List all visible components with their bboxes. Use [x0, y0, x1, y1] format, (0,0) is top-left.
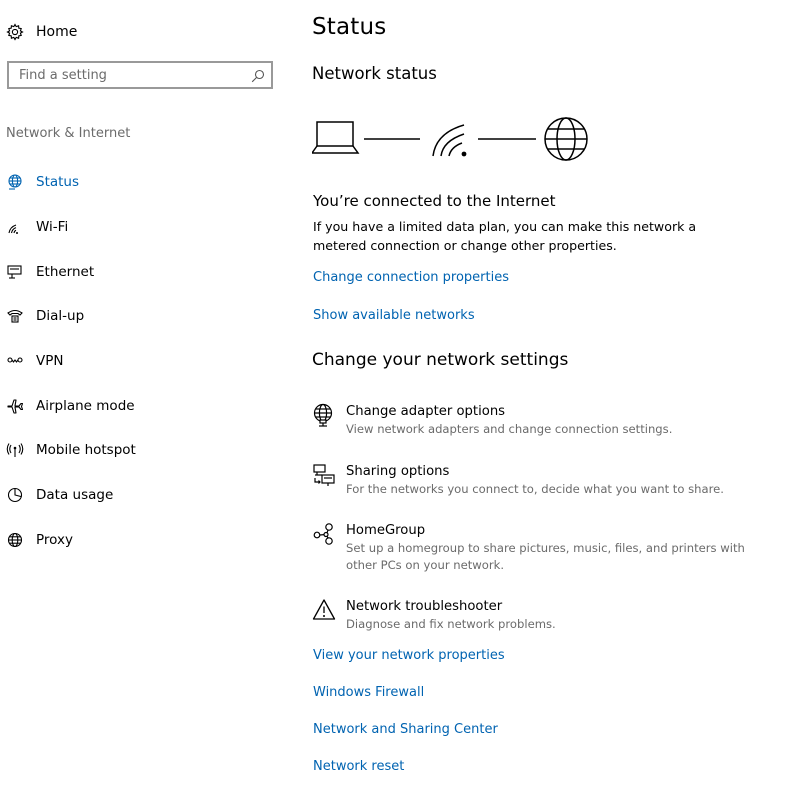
homegroup-item[interactable]	[312, 522, 782, 574]
sidebar-item-label: Mobile hotspot	[36, 442, 136, 459]
connected-title: You’re connected to the Internet	[313, 192, 556, 210]
wifi-signal-dot	[462, 152, 467, 157]
sidebar-item-dialup[interactable]	[0, 294, 290, 339]
sidebar-item-status[interactable]	[0, 160, 290, 205]
sidebar-item-label: VPN	[36, 353, 64, 370]
laptop-icon	[312, 122, 358, 153]
change-network-settings-heading: Change your network settings	[312, 350, 569, 370]
home-label: Home	[36, 24, 78, 40]
sidebar-item-ethernet[interactable]	[0, 249, 290, 294]
sidebar-item-label: Data usage	[36, 487, 114, 504]
sidebar-item-label: Dial-up	[36, 308, 85, 325]
change-adapter-options-item[interactable]	[312, 403, 782, 438]
wifi-signal-icon	[433, 125, 464, 156]
ethernet-icon	[6, 263, 24, 281]
main-content	[312, 0, 782, 788]
page-title: Status	[312, 14, 387, 40]
network-diagram	[312, 112, 602, 168]
sharing-options-item[interactable]	[312, 463, 782, 498]
hotspot-icon	[6, 441, 24, 459]
proxy-globe-icon	[6, 531, 24, 549]
sidebar-item-label: Ethernet	[36, 263, 95, 280]
adapter-globe-icon	[312, 403, 336, 427]
sidebar-item-proxy[interactable]	[0, 518, 290, 563]
airplane-icon	[6, 397, 24, 415]
sidebar-item-label: Wi-Fi	[36, 219, 69, 236]
setting-description: View network adapters and change connection settings.	[346, 422, 673, 436]
setting-description: Diagnose and fix network problems.	[346, 617, 556, 631]
search-icon[interactable]	[251, 68, 265, 82]
change-connection-properties-link[interactable]: Change connection properties	[313, 270, 510, 285]
gear-icon	[6, 23, 24, 41]
network-status-heading: Network status	[312, 64, 437, 83]
sidebar-item-label: Airplane mode	[36, 397, 135, 414]
section-label: Network & Internet	[6, 126, 131, 141]
vpn-icon	[6, 352, 24, 370]
setting-texts	[346, 463, 746, 498]
sidebar-item-data-usage[interactable]	[0, 473, 290, 518]
sidebar	[0, 0, 290, 788]
setting-title: Sharing options	[346, 464, 450, 479]
sidebar-item-label: Proxy	[36, 531, 73, 548]
search-input[interactable]	[9, 63, 251, 87]
search-box	[7, 61, 273, 89]
setting-title: HomeGroup	[346, 523, 426, 538]
internet-globe-icon	[545, 118, 587, 160]
view-network-properties-link[interactable]: View your network properties	[313, 648, 505, 663]
warning-triangle-icon	[312, 598, 336, 622]
setting-description: For the networks you connect to, decide what you want to share.	[346, 482, 724, 496]
globe-status-icon	[6, 173, 24, 191]
sidebar-item-mobile-hotspot[interactable]	[0, 428, 290, 473]
setting-title: Network troubleshooter	[346, 599, 503, 614]
nav-list	[0, 160, 290, 562]
sharing-icon	[312, 463, 336, 487]
network-troubleshooter-item[interactable]	[312, 598, 782, 633]
windows-firewall-link[interactable]: Windows Firewall	[313, 685, 425, 700]
network-sharing-center-link[interactable]: Network and Sharing Center	[313, 722, 498, 737]
home-nav-item[interactable]	[6, 20, 77, 44]
connected-description: If you have a limited data plan, you can make this network a metered connection or change other properties.	[313, 219, 697, 253]
sidebar-item-vpn[interactable]	[0, 339, 290, 384]
wifi-icon	[6, 218, 24, 236]
setting-texts	[346, 598, 746, 633]
setting-texts	[346, 522, 746, 574]
dialup-icon	[6, 307, 24, 325]
sidebar-item-wifi[interactable]	[0, 205, 290, 250]
data-usage-icon	[6, 486, 24, 504]
sidebar-item-label: Status	[36, 174, 80, 191]
homegroup-icon	[312, 522, 336, 546]
sidebar-item-airplane[interactable]	[0, 383, 290, 428]
setting-title: Change adapter options	[346, 404, 506, 419]
network-reset-link[interactable]: Network reset	[313, 759, 405, 774]
setting-description: Set up a homegroup to share pictures, music, files, and printers with other PCs on your network.	[346, 541, 745, 572]
show-available-networks-link[interactable]: Show available networks	[313, 308, 475, 323]
setting-texts	[346, 403, 746, 438]
